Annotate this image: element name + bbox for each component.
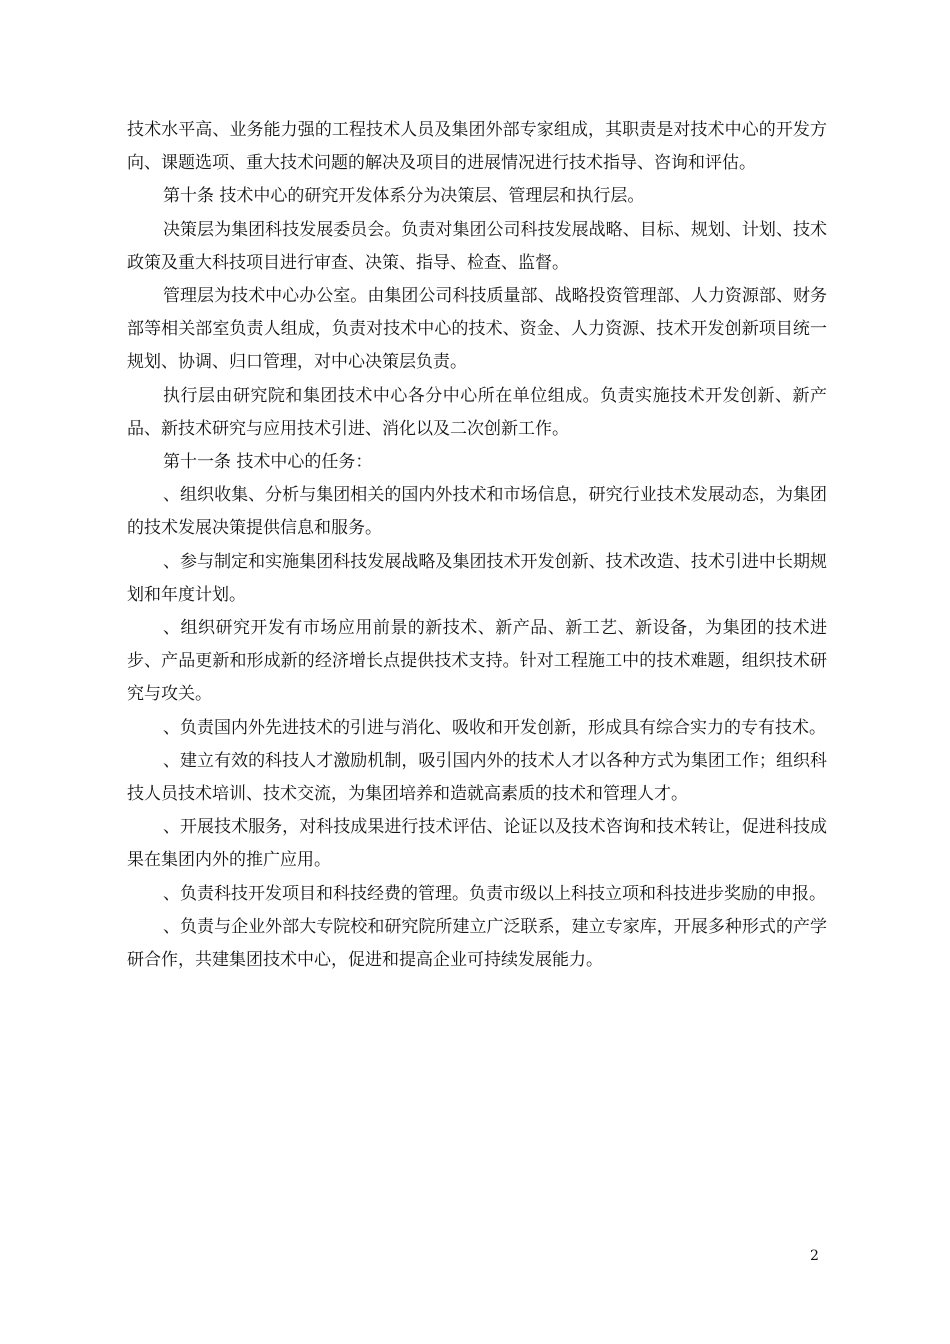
paragraph-11: 、建立有效的科技人才激励机制，吸引国内外的技术人才以各种方式为集团工作；组织科技人员技术培训、技术交流，为集团培养和造就高素质的技术和管理人才。 xyxy=(127,750,827,805)
paragraph-8: 、参与制定和实施集团科技发展战略及集团技术开发创新、技术改造、技术引进中长期规划和年度计划。 xyxy=(127,551,827,605)
paragraph-14: 、负责与企业外部大专院校和研究院所建立广泛联系，建立专家库，开展多种形式的产学研合作，共建集团技术中心，促进和提高企业可持续发展能力。 xyxy=(127,916,827,971)
document-body xyxy=(127,114,827,977)
paragraph-5: 执行层由研究院和集团技术中心各分中心所在单位组成。负责实施技术开发创新、新产品、新技术研究与应用技术引进、消化以及二次创新工作。 xyxy=(127,385,827,439)
paragraph-7: 、组织收集、分析与集团相关的国内外技术和市场信息，研究行业技术发展动态，为集团的技术发展决策提供信息和服务。 xyxy=(127,485,827,539)
page-number: 2 xyxy=(810,1248,819,1264)
paragraph-12: 、开展技术服务，对科技成果进行技术评估、论证以及技术咨询和技术转让，促进科技成果在集团内外的推广应用。 xyxy=(127,817,827,871)
paragraph-9: 、组织研究开发有市场应用前景的新技术、新产品、新工艺、新设备，为集团的技术进步、产品更新和形成新的经济增长点提供技术支持。针对工程施工中的技术难题，组织技术研究与攻关。 xyxy=(127,618,827,705)
paragraph-3: 决策层为集团科技发展委员会。负责对集团公司科技发展战略、目标、规划、计划、技术政策及重大科技项目进行审查、决策、指导、检查、监督。 xyxy=(127,219,827,273)
paragraph-10: 、负责国内外先进技术的引进与消化、吸收和开发创新，形成具有综合实力的专有技术。 xyxy=(163,717,826,738)
paragraph-2: 第十条 技术中心的研究开发体系分为决策层、管理层和执行层。 xyxy=(163,186,645,207)
paragraph-1: 技术水平高、业务能力强的工程技术人员及集团外部专家组成，其职责是对技术中心的开发方向、课题选项、重大技术问题的解决及项目的进展情况进行技术指导、咨询和评估。 xyxy=(127,120,827,174)
paragraph-13: 、负责科技开发项目和科技经费的管理。负责市级以上科技立项和科技进步奖励的申报。 xyxy=(163,883,826,904)
paragraph-6: 第十一条 技术中心的任务： xyxy=(163,452,373,473)
paragraph-4: 管理层为技术中心办公室。由集团公司科技质量部、战略投资管理部、人力资源部、财务部等相关部室负责人组成，负责对技术中心的技术、资金、人力资源、技术开发创新项目统一规划、协调、归口管理，对中心决策层负责。 xyxy=(127,286,827,373)
